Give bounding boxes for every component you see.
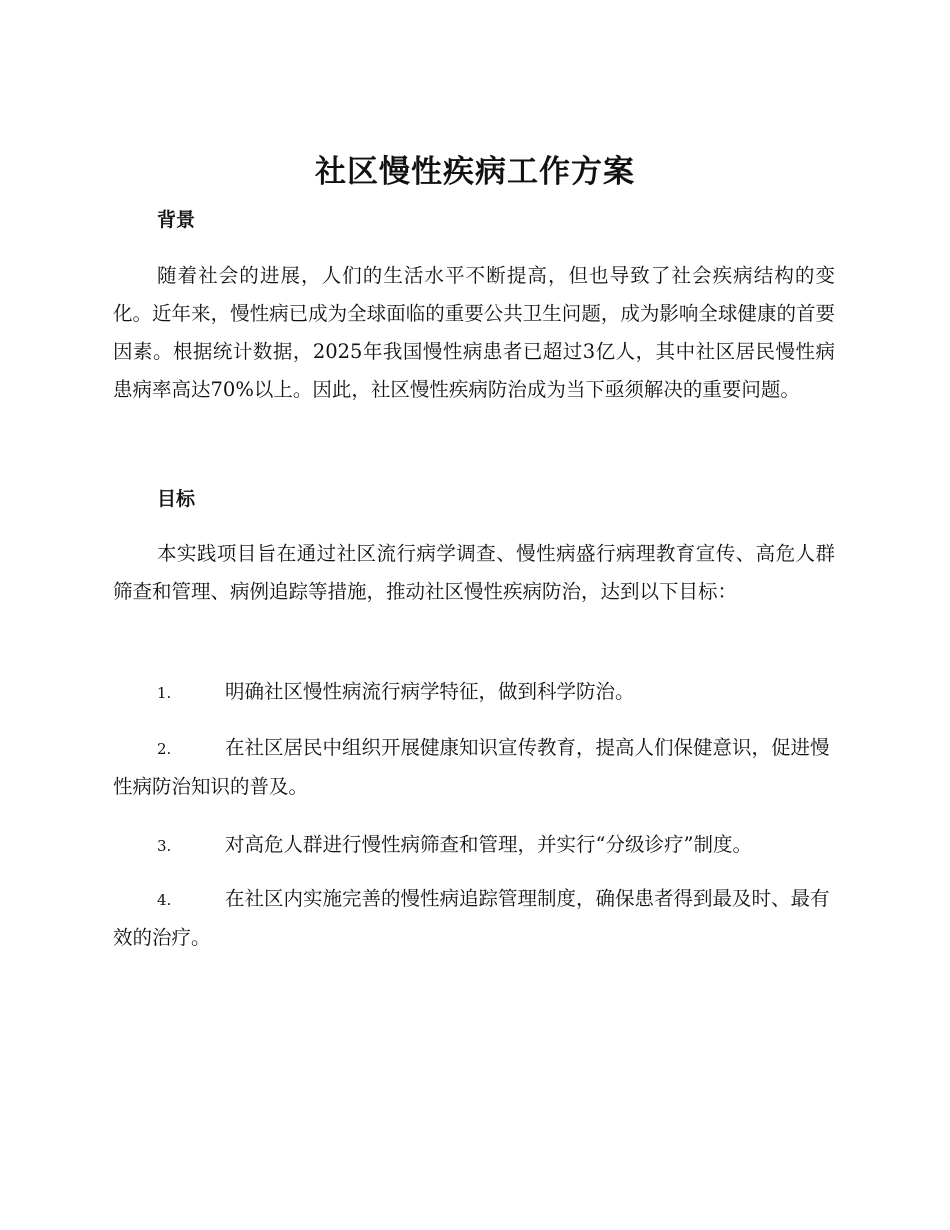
list-item (113, 729, 835, 806)
list-text: 在社区居民中组织开展健康知识宣传教育，提高人们保健意识，促进慢性病防治知识的普及。 (113, 736, 830, 798)
list-item (113, 826, 835, 865)
section-heading-background: 背景 (157, 209, 196, 231)
list-text: 明确社区慢性病流行病学特征，做到科学防治。 (225, 680, 635, 703)
list-item (113, 673, 835, 712)
list-number: 2. (157, 740, 172, 758)
list-text: 对高危人群进行慢性病筛查和管理，并实行“分级诊疗”制度。 (225, 833, 752, 856)
background-paragraph: 随着社会的进展，人们的生活水平不断提高，但也导致了社会疾病结构的变化。近年来，慢性病已成为全球面临的重要公共卫生问题，成为影响全球健康的首要因素。根据统计数据，2025年我国慢性病患者已超过3亿人，其中社区居民慢性病患病率高达70%以上。因此，社区慢性疾病防治成为当下亟须解决的重要问题。 (113, 264, 835, 401)
document-title: 社区慢性疾病工作方案 (315, 154, 635, 190)
list-number: 3. (157, 837, 172, 855)
goals-intro-paragraph: 本实践项目旨在通过社区流行病学调查、慢性病盛行病理教育宣传、高危人群筛查和管理、病例追踪等措施，推动社区慢性疾病防治，达到以下目标： (113, 542, 835, 603)
list-number: 1. (157, 684, 172, 702)
list-item (113, 880, 835, 957)
list-text: 在社区内实施完善的慢性病追踪管理制度，确保患者得到最及时、最有效的治疗。 (113, 887, 830, 949)
list-number: 4. (157, 891, 172, 909)
section-heading-goals: 目标 (157, 488, 196, 510)
